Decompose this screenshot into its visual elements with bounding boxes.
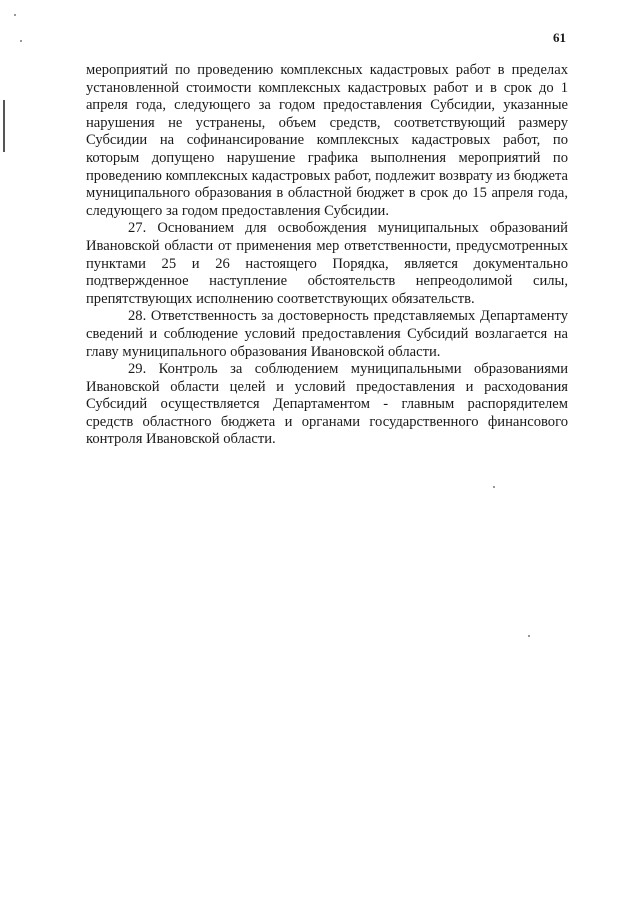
scan-speck	[14, 14, 16, 16]
scan-edge-mark	[3, 100, 5, 152]
scan-speck	[20, 40, 22, 42]
paragraph-27: 27. Основанием для освобождения муниципальных образований Ивановской области от применения мер ответственности, предусмотренных пунктами 25 и 26 настоящего Порядка, является документально подтвержденное наступление обстоятельств непреодолимой силы, препятствующих исполнению соответствующих обязательств.	[86, 220, 568, 307]
scan-speck	[528, 635, 530, 637]
paragraph-continuation: мероприятий по проведению комплексных кадастровых работ в пределах установленной стоимости комплексных кадастровых работ и в срок до 1 апреля года, следующего за годом предоставления Субсидии, указанные нарушения не устранены, объем средств, соответствующий размеру Субсидии на софинансирование комплексных кадастровых работ, по которым допущено нарушение графика выполнения мероприятий по проведению комплексных кадастровых работ, подлежит возврату из бюджета муниципального образования в областной бюджет в срок до 15 апреля года, следующего за годом предоставления Субсидии.	[86, 62, 568, 219]
document-body	[86, 62, 568, 449]
scan-speck	[493, 486, 495, 488]
page-number: 61	[553, 30, 566, 45]
paragraph-28: 28. Ответственность за достоверность представляемых Департаменту сведений и соблюдение условий предоставления Субсидий возлагается на главу муниципального образования Ивановской области.	[86, 308, 568, 360]
paragraph-29: 29. Контроль за соблюдением муниципальными образованиями Ивановской области целей и условий предоставления и расходования Субсидий осуществляется Департаментом - главным распорядителем средств областного бюджета и органами государственного финансового контроля Ивановской области.	[86, 361, 568, 448]
